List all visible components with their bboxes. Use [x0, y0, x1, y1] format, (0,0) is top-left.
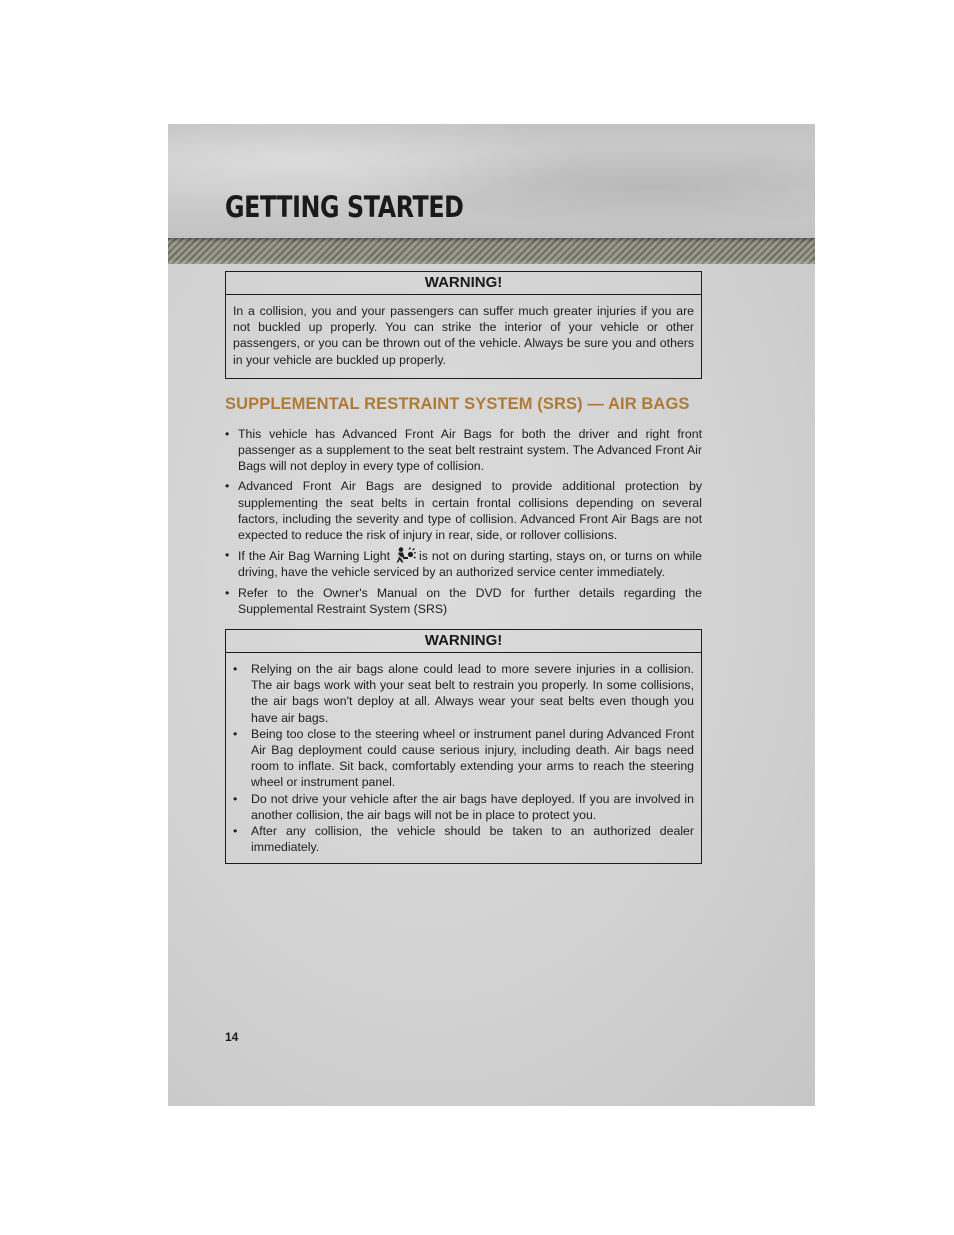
- list-item: • Being too close to the steering wheel or instrument panel during Advanced Front Air Bag deployment could cause serious injury, including death. Air bags need room to inflate. Sit back, comfortably extending your arms to reach the steering wheel or instrument panel.: [233, 726, 694, 791]
- page-number: 14: [225, 1030, 239, 1044]
- list-item: • Do not drive your vehicle after the air bags have deployed. If you are involved in another collision, the air bags will not be in place to protect you.: [233, 791, 694, 823]
- srs-bullet-list: [225, 426, 702, 617]
- list-item: • After any collision, the vehicle should be taken to an authorized dealer immediately.: [233, 823, 694, 855]
- page-title: GETTING STARTED: [225, 190, 464, 224]
- header-stripe-divider: [168, 238, 815, 264]
- list-item-text: Refer to the Owner's Manual on the DVD for further details regarding the Supplemental Restraint System (SRS): [238, 585, 702, 616]
- page-content: [225, 271, 702, 864]
- warning-body: [226, 653, 701, 863]
- list-item: [225, 585, 702, 617]
- warning-text: In a collision, you and your passengers can suffer much greater injuries if you are not buckled up properly. You can strike the interior of your vehicle or other passengers, or you can be thrown out of the vehicle. Always be sure you and others in your vehicle are buckled up properly.: [233, 304, 694, 367]
- warning-title: WARNING!: [226, 630, 701, 653]
- airbag-warning-light-icon: [396, 547, 416, 563]
- warning-box-airbags: [225, 629, 702, 864]
- manual-page: [168, 124, 815, 1106]
- warning-title: WARNING!: [226, 272, 701, 295]
- list-item: [225, 478, 702, 543]
- list-item: • Relying on the air bags alone could lead to more severe injuries in a collision. The air bags work with your seat belt to restrain you properly. In some collisions, the air bags won't deploy at all. Always wear your seat belts even though you have air bags.: [233, 661, 694, 726]
- warning-box-seatbelts: [225, 271, 702, 379]
- list-item-text: If the Air Bag Warning Light: [238, 549, 390, 564]
- section-heading-srs: SUPPLEMENTAL RESTRAINT SYSTEM (SRS) — AIR BAGS: [225, 394, 690, 413]
- list-item: [225, 426, 702, 475]
- list-item-text: is not on during starting, stays on, or turns on while driving, have the vehicle serviced by an authorized service center immediately.: [238, 549, 702, 580]
- page-header-banner: [168, 124, 815, 238]
- list-item: [225, 547, 702, 580]
- list-item-text: This vehicle has Advanced Front Air Bags for both the driver and right front passenger as a supplement to the seat belt restraint system. The Advanced Front Air Bags will not deploy in every type of collision.: [238, 426, 702, 474]
- list-item-text: Advanced Front Air Bags are designed to provide additional protection by supplementing the seat belts in certain frontal collisions depending on several factors, including the severity and type of collision. Advanced Front Air Bags are not expected to reduce the risk of injury in rear, side, or rollover collisions.: [238, 479, 702, 543]
- warning-list: [233, 661, 694, 855]
